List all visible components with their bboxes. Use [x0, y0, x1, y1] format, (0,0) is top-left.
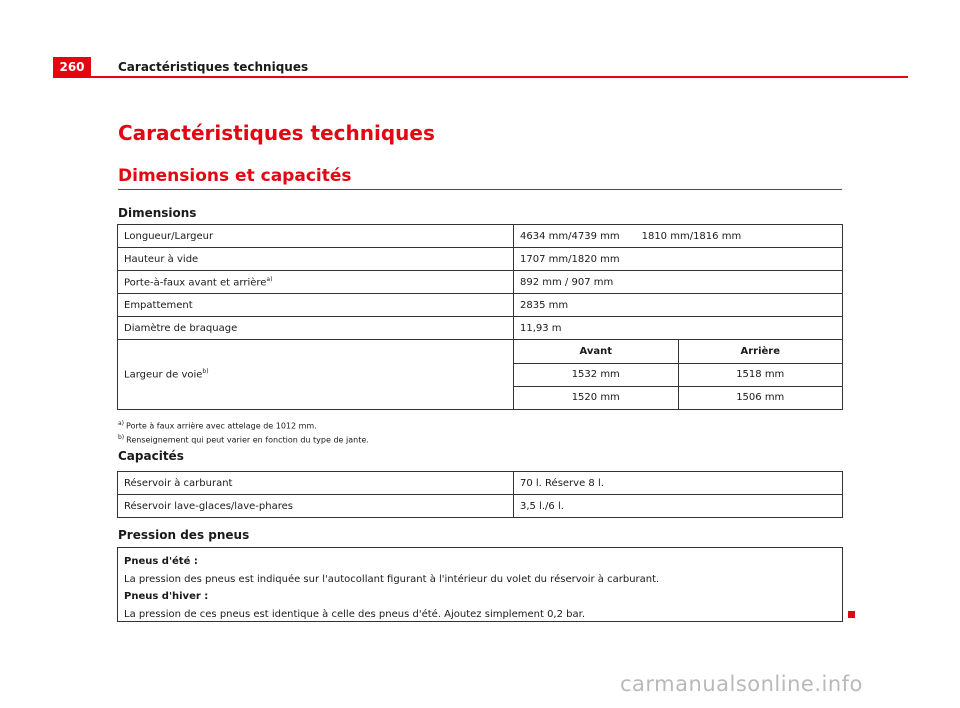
table-row	[118, 340, 843, 410]
winter-tyres-text: La pression de ces pneus est identique à celle des pneus d'été. Ajoutez simplement 0,2 bar.	[124, 608, 586, 620]
row-label	[118, 271, 514, 294]
watermark: carmanualsonline.info	[620, 672, 863, 696]
footnotes	[118, 418, 369, 445]
track-front-value: 1520 mm	[514, 386, 678, 409]
track-rear-value: 1506 mm	[678, 386, 842, 409]
row-value: 3,5 l./6 l.	[514, 495, 843, 518]
capacities-table	[117, 471, 843, 518]
track-values	[514, 340, 843, 410]
row-label: Diamètre de braquage	[118, 317, 514, 340]
dimensions-heading: Dimensions	[118, 206, 197, 220]
col-header-front: Avant	[579, 345, 613, 357]
winter-tyres-title: Pneus d'hiver :	[124, 591, 209, 602]
page-title: Caractéristiques techniques	[118, 121, 435, 145]
row-label: Réservoir à carburant	[118, 472, 514, 495]
capacities-heading: Capacités	[118, 449, 184, 463]
col-header-rear: Arrière	[678, 340, 842, 363]
row-label	[118, 340, 514, 410]
section-end-marker	[848, 611, 855, 618]
table-row	[118, 271, 843, 294]
row-label: Hauteur à vide	[118, 248, 514, 271]
footnote-ref-a: a)	[266, 275, 273, 283]
track-label: Largeur de voie	[124, 369, 203, 381]
track-subtable	[514, 340, 842, 409]
row-label: Empattement	[118, 294, 514, 317]
track-front-value: 1532 mm	[514, 363, 678, 386]
tyre-pressure-heading: Pression des pneus	[118, 528, 250, 542]
table-row	[118, 294, 843, 317]
table-row	[118, 472, 843, 495]
overhang-label: Porte-à-faux avant et arrière	[124, 277, 267, 289]
length-value: 4634 mm/4739 mm	[520, 230, 620, 242]
section-rule	[118, 189, 842, 190]
running-header-title: Caractéristiques techniques	[118, 60, 309, 74]
footnote-b: $^{b)}$ Renseignement qui peut varier en fonction du type de jante.	[118, 433, 369, 445]
section-title: Dimensions et capacités	[118, 166, 352, 186]
track-rear-value: 1518 mm	[678, 363, 842, 386]
row-value: 892 mm / 907 mm	[514, 271, 843, 294]
footnote-ref-b: b)	[202, 368, 209, 376]
header-rule	[53, 76, 908, 78]
table-row	[118, 317, 843, 340]
row-label: Réservoir lave-glaces/lave-phares	[118, 495, 514, 518]
footnote-a: $^{a)}$ Porte à faux arrière avec attelage de 1012 mm.	[118, 420, 317, 431]
row-label: Longueur/Largeur	[118, 225, 514, 248]
summer-tyres-text: La pression des pneus est indiquée sur l'autocollant figurant à l'intérieur du volet du réservoir à carburant.	[124, 573, 660, 585]
summer-tyres-title: Pneus d'été :	[124, 556, 198, 567]
row-value: 2835 mm	[514, 294, 843, 317]
table-row	[118, 225, 843, 248]
row-value: 11,93 m	[514, 317, 843, 340]
dimensions-table	[117, 224, 843, 410]
page-number: 260	[53, 57, 91, 77]
width-value: 1810 mm/1816 mm	[641, 230, 742, 242]
row-value: 1707 mm/1820 mm	[514, 248, 843, 271]
row-value: 70 l. Réserve 8 l.	[514, 472, 843, 495]
table-row	[118, 248, 843, 271]
row-value	[514, 225, 843, 248]
tyre-pressure-box	[117, 547, 843, 622]
table-row	[118, 495, 843, 518]
